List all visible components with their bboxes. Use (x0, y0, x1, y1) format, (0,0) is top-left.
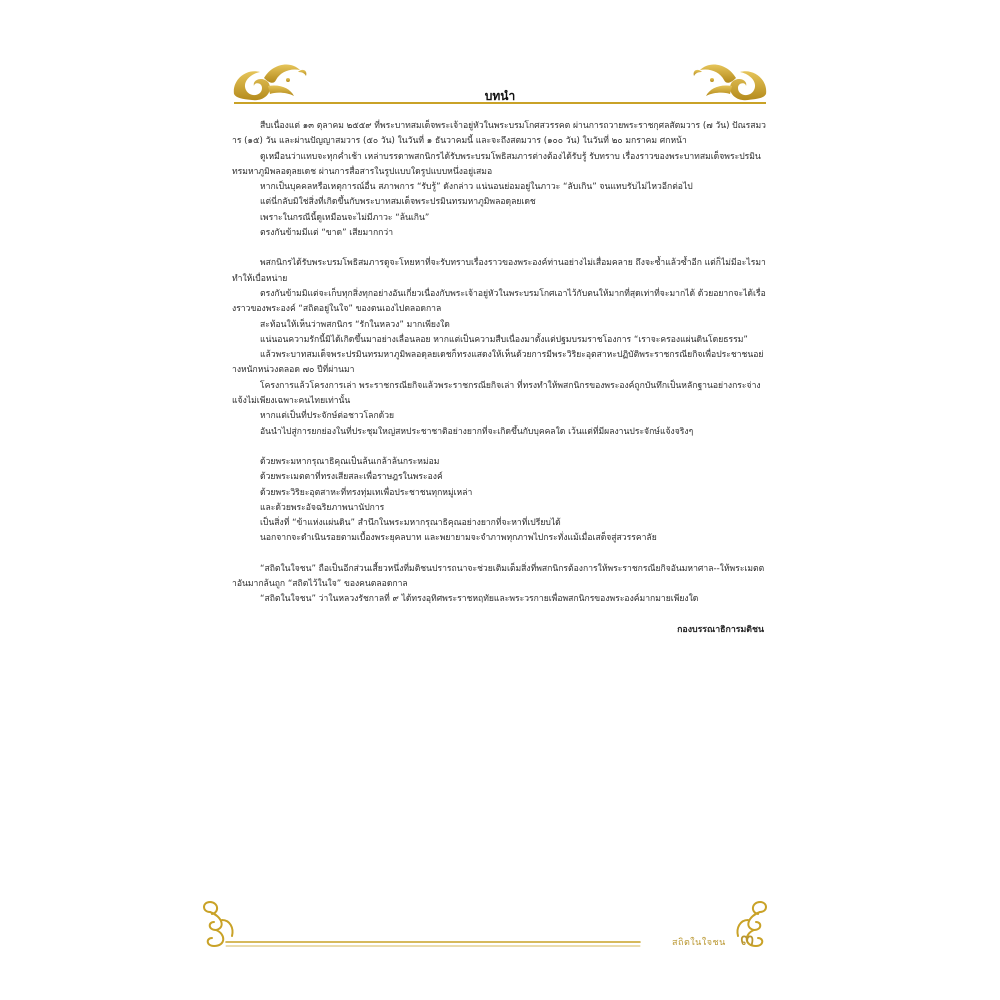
paragraph: ตรงกันข้ามมิแต่จะเก็บทุกสิ่งทุกอย่างอันเกี่ยวเนื่องกับพระเจ้าอยู่หัวในพระบรมโกศเอาไว้กับตนให้มากที่สุดเท่าที่จะมากได้ ด้วยอยากจะได้เรื่องราวของพระองค์ “สถิตอยู่ในใจ” ของตนเองไปตลอดกาล (232, 288, 766, 315)
paragraph: เป็นสิ่งที่ “ข้าแห่งแผ่นดิน” สำนึกในพระมหากรุณาธิคุณอย่างยากที่จะหาที่เปรียบได้ (260, 518, 561, 529)
paragraph: ด้วยพระวิริยะอุตสาหะที่ทรงทุ่มเทเพื่อประชาชนทุกหมู่เหล่า (260, 487, 473, 498)
page-number: ๓ (740, 926, 755, 950)
paragraph: สืบเนื่องแต่ ๑๓ ตุลาคม ๒๕๕๙ ที่พระบาทสมเด็จพระเจ้าอยู่หัวในพระบรมโกศสวรรคต ผ่านการถวายพระราชกุศลสัตมวาร (๗ วัน) ปัณรสมวาร (๑๕) วัน และผ่านปัญญาสมวาร (๕๐ วัน) ในวันที่ ๑ ธันวาคมนี้ และจะถึงสตมวาร (๑๐๐ วัน) ในวันที่ ๒๐ มกราคม ศกหน้า (232, 121, 766, 147)
paragraph: ดูเหมือนว่าแทบจะทุกค่ำเช้า เหล่าบรรดาพสกนิกรได้รับพระบรมโพธิสมภารต่างต้องได้รับรู้ รับทราบ เรื่องราวของพระบาทสมเด็จพระปรมินทรมหาภูมิพลอดุลยเดช ผ่านการสื่อสารในรูปแบบใดรูปแบบหนึ่งอยู่เสมอ (232, 151, 761, 177)
signature: กองบรรณาธิการมติชน (677, 625, 764, 635)
page-title: บทนำ (484, 89, 516, 103)
paragraph: โครงการแล้วโครงการเล่า พระราชกรณียกิจแล้วพระราชกรณียกิจเล่า ที่ทรงทำให้พสกนิกรของพระองค์ถูกบันทึกเป็นหลักฐานอย่างกระจ่างแจ้งไม่เพียงเฉพาะคนไทยเท่านั้น (232, 380, 761, 407)
paragraph: ด้วยพระมหากรุณาธิคุณเป็นล้นเกล้าล้นกระหม่อม (260, 456, 440, 467)
paragraph: แต่นี่กลับมิใช่สิ่งที่เกิดขึ้นกับพระบาทสมเด็จพระปรมินทรมหาภูมิพลอดุลยเดช (260, 197, 536, 208)
paragraph: “สถิตในใจชน” ว่าในหลวงรัชกาลที่ ๙ ได้ทรงอุทิศพระราชหฤทัยและพระวรกายเพื่อพสกนิกรของพระองค์มากมายเพียงใด (260, 594, 699, 605)
paragraph: นอกจากจะดำเนินรอยตามเบื้องพระยุคลบาท และพยายามจะจำภาพทุกภาพไปกระทั่งแม้เมื่อเสด็จสู่สวรรคาลัย (260, 533, 657, 544)
paragraph: แล้วพระบาทสมเด็จพระปรมินทรมหาภูมิพลอดุลยเดชก็ทรงแสดงให้เห็นด้วยการมีพระวิริยะอุตสาหะปฏิบัติพระราชกรณียกิจเพื่อประชาชนอย่างหนักหน่วงตลอด ๗๐ ปีที่ผ่านมา (232, 350, 764, 376)
paragraph: ด้วยพระเมตตาที่ทรงเสียสละเพื่อราษฎรในพระองค์ (260, 472, 443, 483)
paragraph: เพราะในกรณีนี้ดูเหมือนจะไม่มีภาวะ “ล้นเกิน” (260, 212, 430, 223)
paragraph: อันนำไปสู่การยกย่องในที่ประชุมใหญ่สหประชาชาติอย่างยากที่จะเกิดขึ้นกับบุคคลใด เว้นแต่ที่มีผลงานประจักษ์แจ้งจริงๆ (260, 426, 694, 437)
paragraph: สะท้อนให้เห็นว่าพสกนิกร “รักในหลวง” มากเพียงใด (260, 319, 450, 330)
paragraph-gap (232, 440, 766, 455)
paragraph: “สถิตในใจชน” ถือเป็นอีกส่วนเสี้ยวหนึ่งที่มติชนปรารถนาจะช่วยเติมเต็มสิ่งที่พสกนิกรต้องการให้พระราชกรณียกิจอันมหาศาล--ให้พระเมตตาอันมากล้นถูก “สถิตไว้ในใจ” ของคนตลอดกาล (232, 563, 765, 590)
footer-ornament (200, 898, 770, 958)
paragraph: หากเป็นบุคคลหรือเหตุการณ์อื่น สภาพการ “รับรู้” ดังกล่าว แน่นอนย่อมอยู่ในภาวะ “ลับเกิน” จนแทบรับไม่ไหวอีกต่อไป (260, 182, 693, 193)
paragraph: แน่นอนความรักนี้มิได้เกิดขึ้นมาอย่างเลื่อนลอย หากแต่เป็นความสืบเนื่องมาตั้งแต่ปฐมบรมราชโองการ “เราจะครองแผ่นดินโดยธรรม” (260, 334, 748, 345)
left-scroll-icon (204, 902, 233, 946)
body-text (232, 119, 766, 608)
footer-book-title: สถิตในใจชน (672, 938, 726, 948)
paragraph: พสกนิกรได้รับพระบรมโพธิสมภารดูจะโหยหาที่จะรับทราบเรื่องราวของพระองค์ท่านอย่างไม่เสื่อมคลาย ถึงจะซ้ำแล้วซ้ำอีก แต่ก็ไม่มีอะไรมาทำให้เบื่อหน่าย (232, 258, 766, 284)
paragraph: หากแต่เป็นที่ประจักษ์ต่อชาวโลกด้วย (260, 411, 395, 422)
paragraph: ตรงกันข้ามมีแต่ “ขาด” เสียมากกว่า (260, 228, 394, 239)
paragraph: และด้วยพระอัจฉริยภาพนานัปการ (260, 502, 385, 513)
paragraph-gap (232, 547, 766, 562)
paragraph-gap (232, 241, 766, 256)
